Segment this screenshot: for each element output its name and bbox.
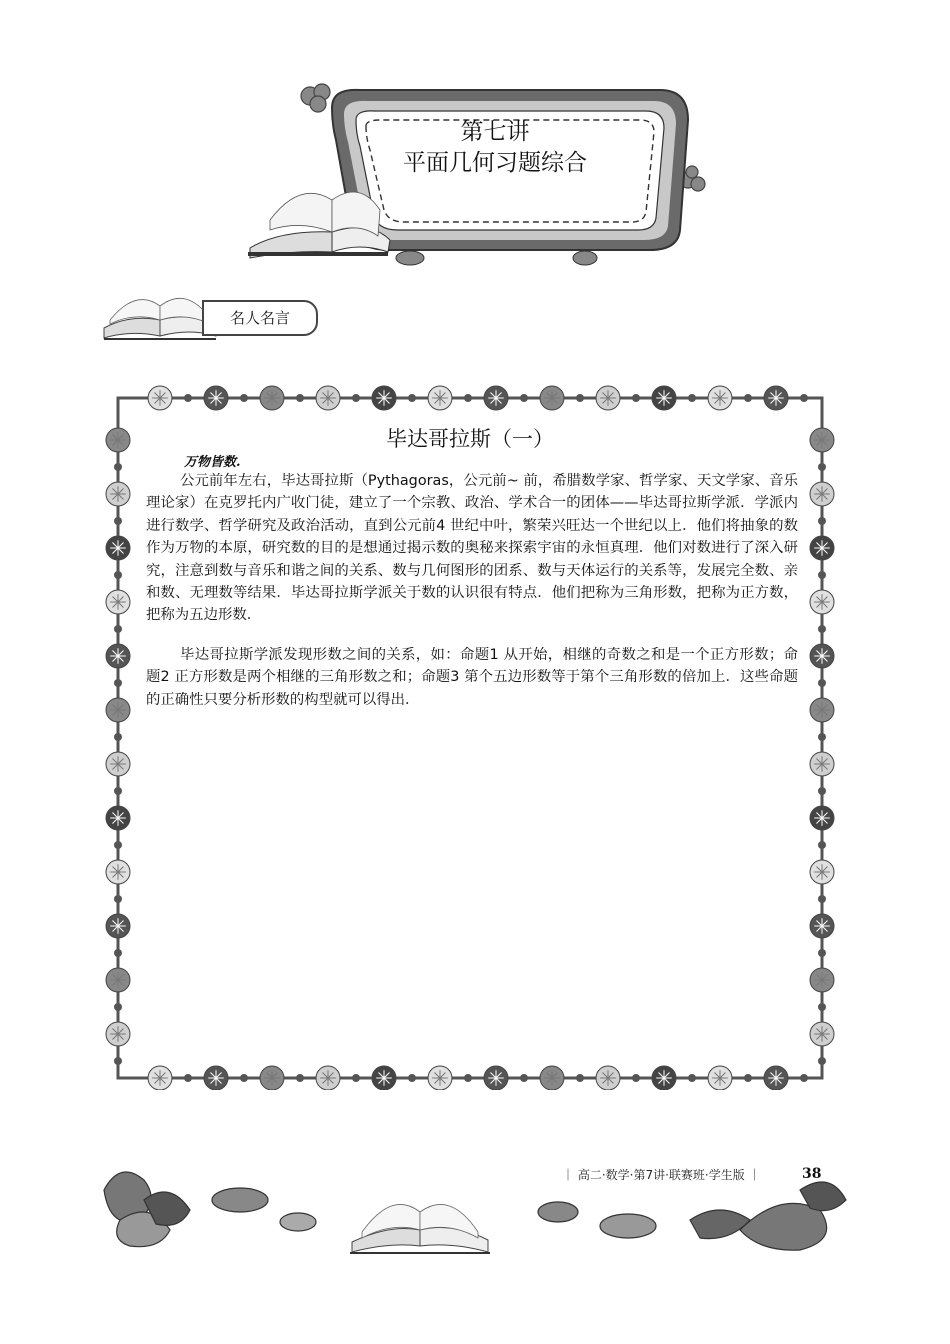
article-paragraph: 毕达哥拉斯学派发现形数之间的关系，如：命题1 从开始，相继的奇数之和是一个正方形数；命题2 正方形数是两个相继的三角形数之和；命题3 第个五边形数等于第个三角形数的倍加上．这些命题的正确性只要分析形数的构型就可以得出． [146, 647, 798, 708]
article-paragraph: 公元前年左右，毕达哥拉斯（Pythagoras，公元前~ 前，希腊数学家、哲学家、天文学家、音乐理论家）在克罗托内广收门徒，建立了一个宗教、政治、学术合一的团体——毕达哥拉斯学派．学派内进行数学、哲学研究及政治活动，直到公元前4 世纪中叶，繁荣兴旺达一个世纪以上．他们将抽象的数作为万物的本原，研究数的目的是想通过揭示数的奥秘来探索宇宙的永恒真理．他们对数进行了深入研究，注意到数与音乐和谐之间的关系、数与几何图形的团系、数与天体运行的关系等，发展完全数、亲和数、无理数等结果．毕达哥拉斯学派关于数的认识很有特点．他们把称为三角形数，把称为正方数，把称为五边形数． [146, 473, 798, 624]
quote-section-label: 名人名言 [202, 300, 318, 336]
lecture-title: 平面几何习题综合 [403, 150, 587, 176]
motto-quote: 万物皆数. [184, 455, 241, 470]
lecture-number: 第七讲 [460, 119, 530, 145]
footer-course-info: ｜ 高二·数学·第7讲·联赛班·学生版 ｜ [562, 1168, 761, 1182]
article-title: 毕达哥拉斯（一） [386, 427, 554, 451]
page-number: 38 [802, 1166, 822, 1182]
title-banner-icon [240, 80, 710, 280]
